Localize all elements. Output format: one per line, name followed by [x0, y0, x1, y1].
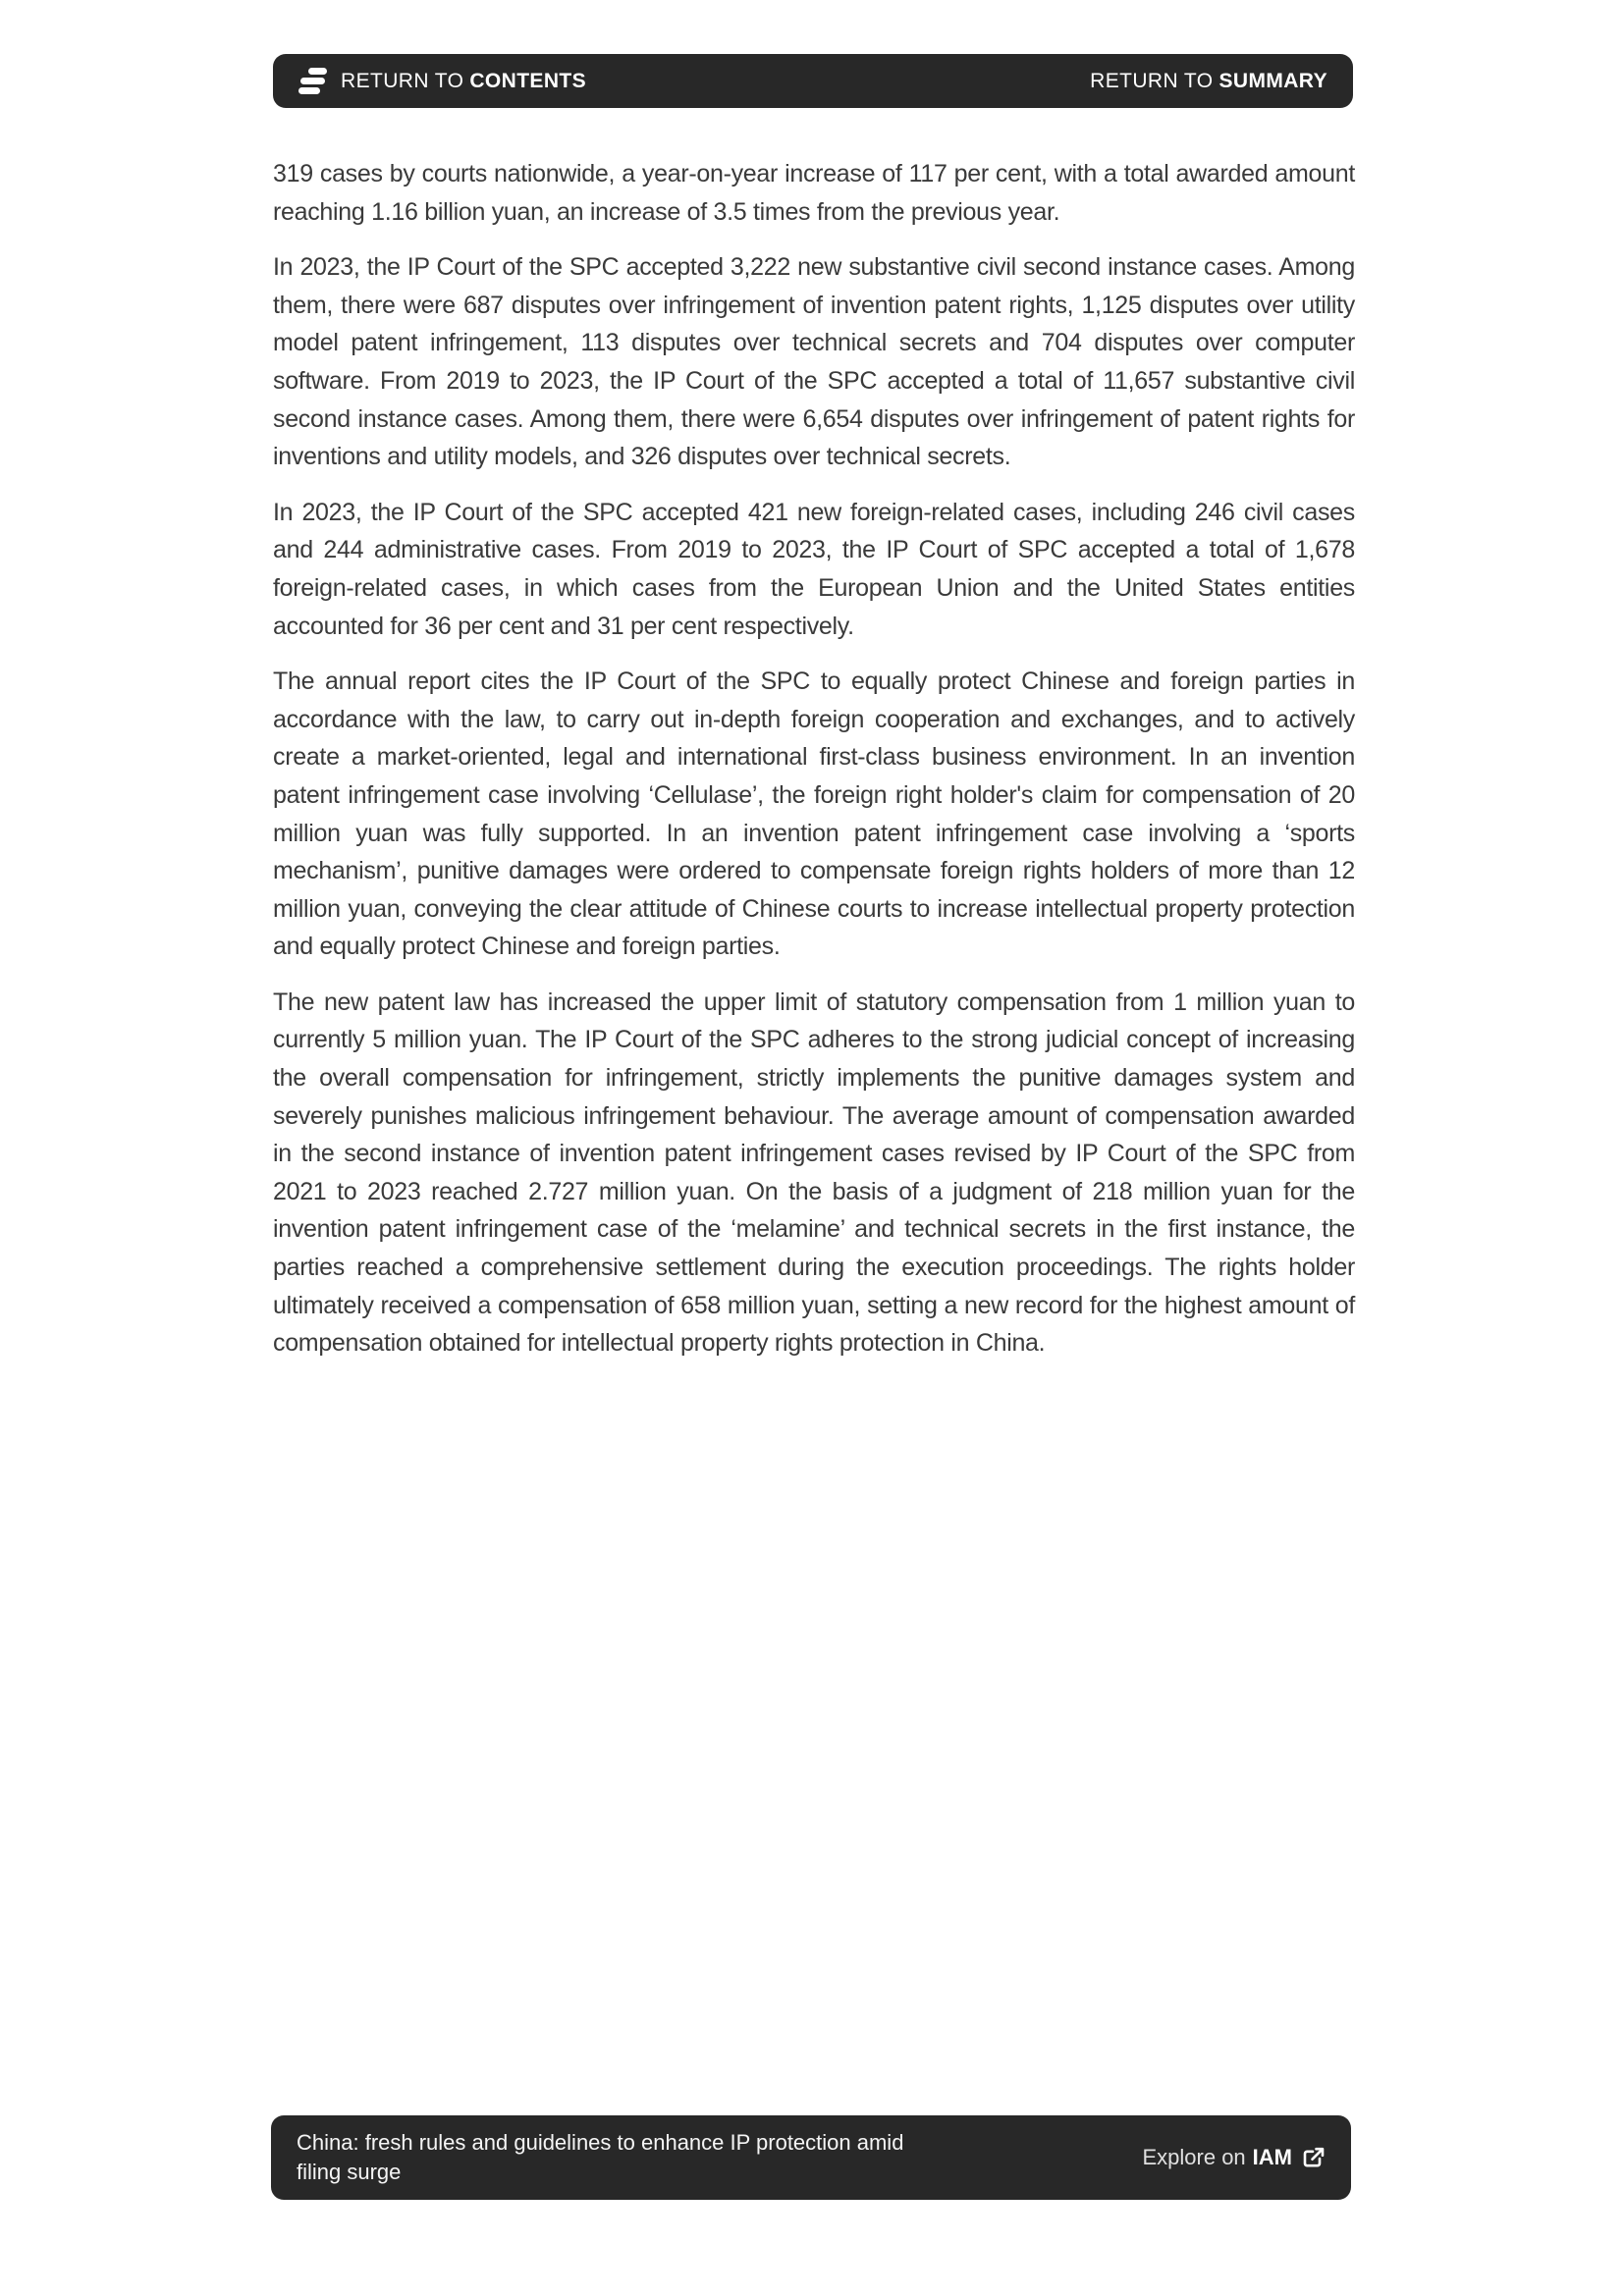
return-to-summary-link[interactable] [1090, 70, 1327, 93]
article-title: China: fresh rules and guidelines to enhance IP protection amid filing surge [297, 2130, 904, 2184]
article-body [273, 155, 1355, 1380]
body-paragraph-4: The annual report cites the IP Court of the SPC to equally protect Chinese and foreign parties in accordance with the law, to carry out in-depth foreign cooperation and exchanges, and to actively create a market-oriented, legal and international first-class business environment. In an invention patent infringement case involving ‘Cellulase’, the foreign right holder's claim for compensation of 20 million yuan was fully supported. In an invention patent infringement case involving a ‘sports mechanism’, punitive damages were ordered to compensate foreign rights holders of more than 12 million yuan, conveying the clear attitude of Chinese courts to increase intellectual property protection and equally protect Chinese and foreign parties. [273, 667, 1355, 961]
footer-bar [271, 2115, 1351, 2200]
explore-on-iam-link[interactable] [1142, 2145, 1326, 2170]
return-to-summary-label: RETURN TO SUMMARY [1090, 69, 1327, 92]
body-paragraph-1: 319 cases by courts nationwide, a year-on-year increase of 117 per cent, with a total awarded amount reaching 1.16 billion yuan, an increase of 3.5 times from the previous year. [273, 160, 1355, 226]
return-to-contents-label: RETURN TO CONTENTS [341, 69, 587, 92]
body-paragraph-3: In 2023, the IP Court of the SPC accepted 421 new foreign-related cases, including 246 civil cases and 244 administrative cases. From 2019 to 2023, the IP Court of SPC accepted a total of 1,678 foreign-related cases, in which cases from the European Union and the United States entities accounted for 36 per cent and 31 per cent respectively. [273, 498, 1355, 640]
header-nav-bar [273, 54, 1353, 108]
iam-brand-mark-icon [298, 68, 327, 94]
body-paragraph-5: The new patent law has increased the upper limit of statutory compensation from 1 million yuan to currently 5 million yuan. The IP Court of the SPC adheres to the strong judicial concept of increasing the overall compensation for infringement, strictly implements the punitive damages system and severely punishes malicious infringement behaviour. The average amount of compensation awarded in the second instance of invention patent infringement cases revised by IP Court of the SPC from 2021 to 2023 reached 2.727 million yuan. On the basis of a judgment of 218 million yuan for the invention patent infringement case of the ‘melamine’ and technical secrets in the first instance, the parties reached a comprehensive settlement during the execution proceedings. The rights holder ultimately received a compensation of 658 million yuan, setting a new record for the highest amount of compensation obtained for intellectual property rights protection in China. [273, 988, 1355, 1358]
body-paragraph-2: In 2023, the IP Court of the SPC accepted 3,222 new substantive civil second instance cases. Among them, there were 687 disputes over infringement of invention patent rights, 1,125 disputes over utility model patent infringement, 113 disputes over technical secrets and 704 disputes over computer software. From 2019 to 2023, the IP Court of the SPC accepted a total of 11,657 substantive civil second instance cases. Among them, there were 6,654 disputes over infringement of patent rights for inventions and utility models, and 326 disputes over technical secrets. [273, 253, 1355, 471]
return-to-contents-link[interactable] [298, 68, 586, 94]
explore-on-iam-label: Explore on IAM [1142, 2145, 1292, 2169]
external-link-icon [1302, 2146, 1326, 2169]
